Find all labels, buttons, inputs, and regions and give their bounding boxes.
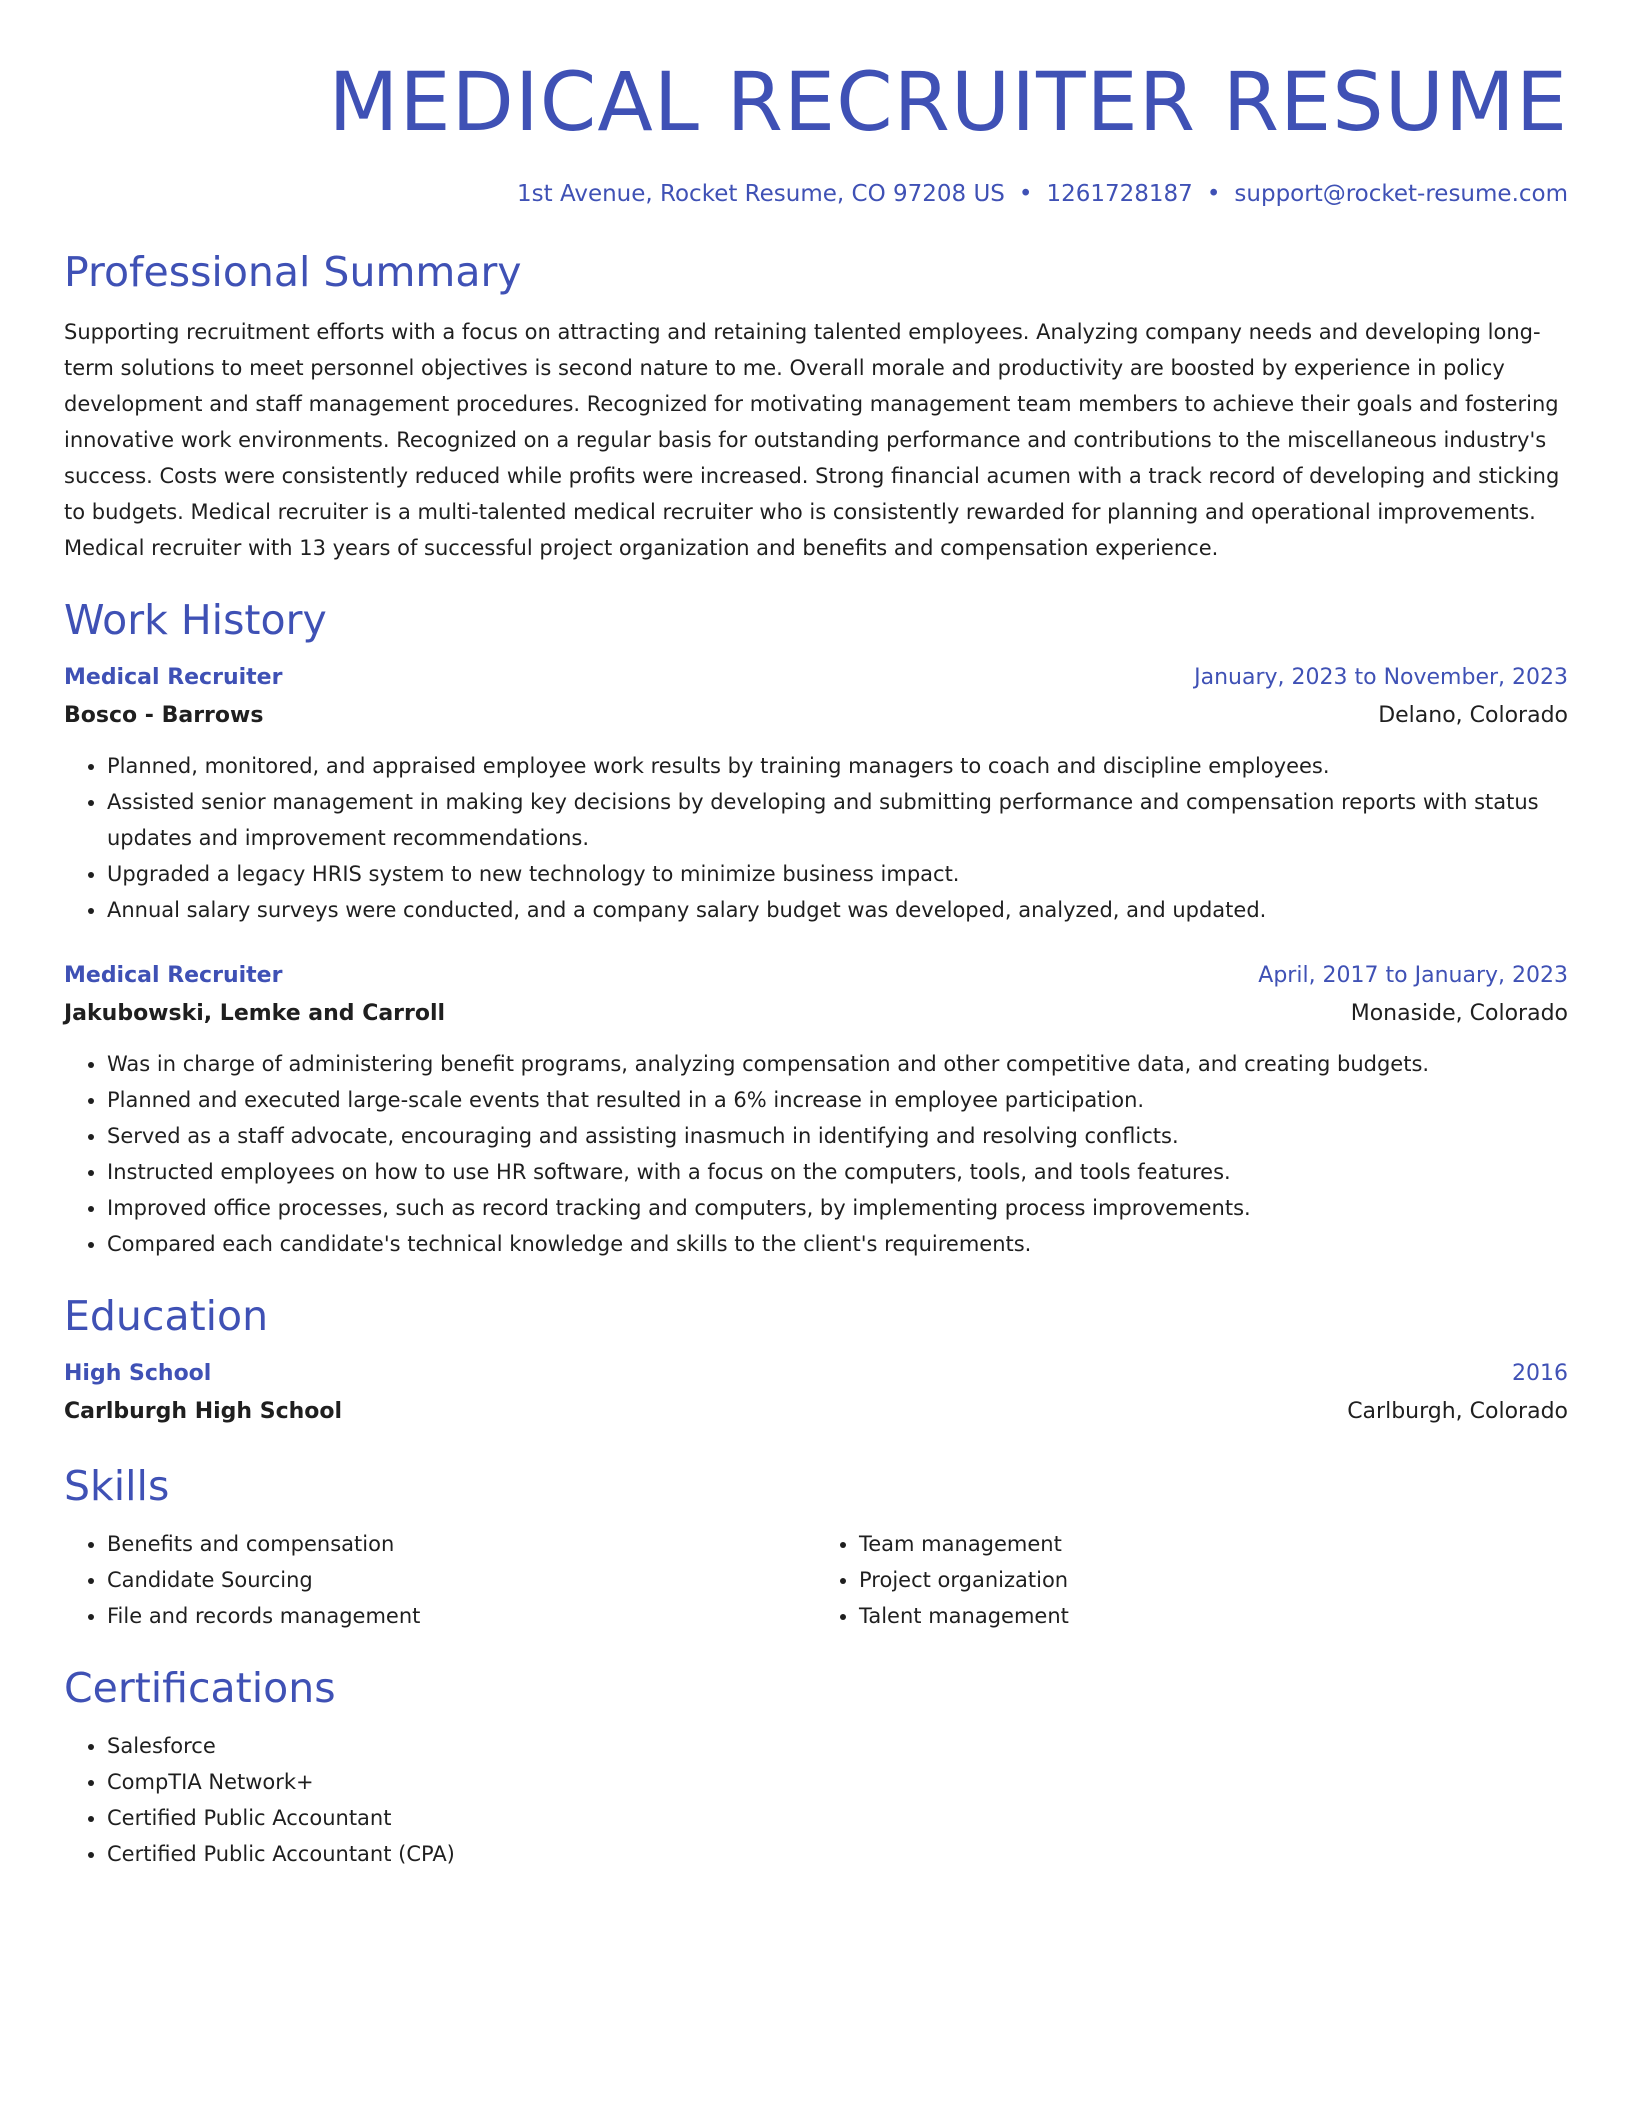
job-role: Medical Recruiter	[64, 963, 283, 988]
education-school: Carlburgh High School	[64, 1399, 343, 1424]
education-entry	[64, 1356, 1568, 1432]
education-school-row	[64, 1392, 1568, 1432]
list-item: • Candidate Sourcing	[107, 1562, 816, 1598]
education-section	[64, 1290, 1568, 1432]
skills-grid	[64, 1526, 1568, 1634]
job-company-row	[64, 994, 1568, 1034]
job-company: Bosco - Barrows	[64, 703, 264, 728]
contact-phone: 1261728187	[1046, 181, 1193, 207]
section-title-work-history: Work History	[64, 596, 327, 644]
skills-list-left	[64, 1526, 816, 1634]
list-item: • Planned, monitored, and appraised employee work results by training managers to coach and discipline employees.	[107, 748, 1568, 784]
job-location: Delano, Colorado	[1378, 703, 1568, 728]
contact-address: 1st Avenue, Rocket Resume, CO 97208 US	[517, 181, 1005, 207]
list-item: • Team management	[859, 1526, 1568, 1562]
section-title-certifications: Certifications	[64, 1664, 336, 1712]
list-item: • Talent management	[859, 1598, 1568, 1634]
list-item: • Improved office processes, such as record tracking and computers, by implementing process improvements.	[107, 1190, 1568, 1226]
skills-section	[64, 1460, 1568, 1634]
contact-email: support@rocket-resume.com	[1234, 181, 1568, 207]
list-item: • CompTIA Network+	[107, 1764, 1568, 1800]
contact-separator: •	[1206, 181, 1221, 207]
list-item: • File and records management	[107, 1598, 816, 1634]
education-degree: High School	[64, 1361, 212, 1386]
certifications-list	[64, 1728, 1568, 1872]
list-item: • Planned and executed large-scale events that resulted in a 6% increase in employee participation.	[107, 1082, 1568, 1118]
section-title-education: Education	[64, 1292, 269, 1340]
summary-text: Supporting recruitment efforts with a focus on attracting and retaining talented employees. Analyzing company needs and developing long-term solutions to meet personnel objectives is second nature to me. Overall morale and productivity are boosted by experience in policy development and staff management procedures. Recognized for motivating management team members to achieve their goals and fostering innovative work environments. Recognized on a regular basis for outstanding performance and contributions to the miscellaneous industry's success. Costs were consistently reduced while profits were increased. Strong financial acumen with a track record of developing and sticking to budgets. Medical recruiter is a multi-talented medical recruiter who is consistently rewarded for planning and operational improvements. Medical recruiter with 13 years of successful project organization and benefits and compensation experience.	[64, 320, 1560, 560]
job-company: Jakubowski, Lemke and Carroll	[64, 1001, 446, 1026]
work-history-section	[64, 594, 1568, 1262]
list-item: • Salesforce	[107, 1728, 1568, 1764]
certifications-section	[64, 1662, 1568, 1872]
job-location: Monaside, Colorado	[1350, 1001, 1568, 1026]
job-header-row	[64, 958, 1568, 994]
list-item: • Instructed employees on how to use HR software, with a focus on the computers, tools, and tools features.	[107, 1154, 1568, 1190]
skills-list-right	[816, 1526, 1568, 1634]
list-item: • Project organization	[859, 1562, 1568, 1598]
job-header-row	[64, 660, 1568, 696]
job-dates: January, 2023 to November, 2023	[1194, 665, 1568, 690]
list-item: • Assisted senior management in making key decisions by developing and submitting performance and compensation reports with status updates and improvement recommendations.	[107, 784, 1568, 856]
list-item: • Benefits and compensation	[107, 1526, 816, 1562]
job-bullets	[64, 1046, 1568, 1262]
job-role: Medical Recruiter	[64, 665, 283, 690]
education-header-row	[64, 1356, 1568, 1392]
list-item: • Upgraded a legacy HRIS system to new technology to minimize business impact.	[107, 856, 1568, 892]
list-item: • Served as a staff advocate, encouraging and assisting inasmuch in identifying and resolving conflicts.	[107, 1118, 1568, 1154]
job-dates: April, 2017 to January, 2023	[1258, 963, 1568, 988]
list-item: • Compared each candidate's technical knowledge and skills to the client's requirements.	[107, 1226, 1568, 1262]
job-entry	[64, 958, 1568, 1262]
resume-title: MEDICAL RECRUITER RESUME	[328, 56, 1568, 150]
list-item: • Certified Public Accountant	[107, 1800, 1568, 1836]
job-bullets	[64, 748, 1568, 928]
list-item: • Certified Public Accountant (CPA)	[107, 1836, 1568, 1872]
contact-separator: •	[1018, 181, 1033, 207]
list-item: • Annual salary surveys were conducted, and a company salary budget was developed, analyzed, and updated.	[107, 892, 1568, 928]
list-item: • Was in charge of administering benefit programs, analyzing compensation and other competitive data, and creating budgets.	[107, 1046, 1568, 1082]
section-title-summary: Professional Summary	[64, 248, 522, 296]
contact-line	[64, 178, 1568, 210]
education-year: 2016	[1512, 1361, 1568, 1386]
job-company-row	[64, 696, 1568, 736]
job-entry	[64, 660, 1568, 928]
education-location: Carlburgh, Colorado	[1347, 1399, 1568, 1424]
section-title-skills: Skills	[64, 1462, 170, 1510]
